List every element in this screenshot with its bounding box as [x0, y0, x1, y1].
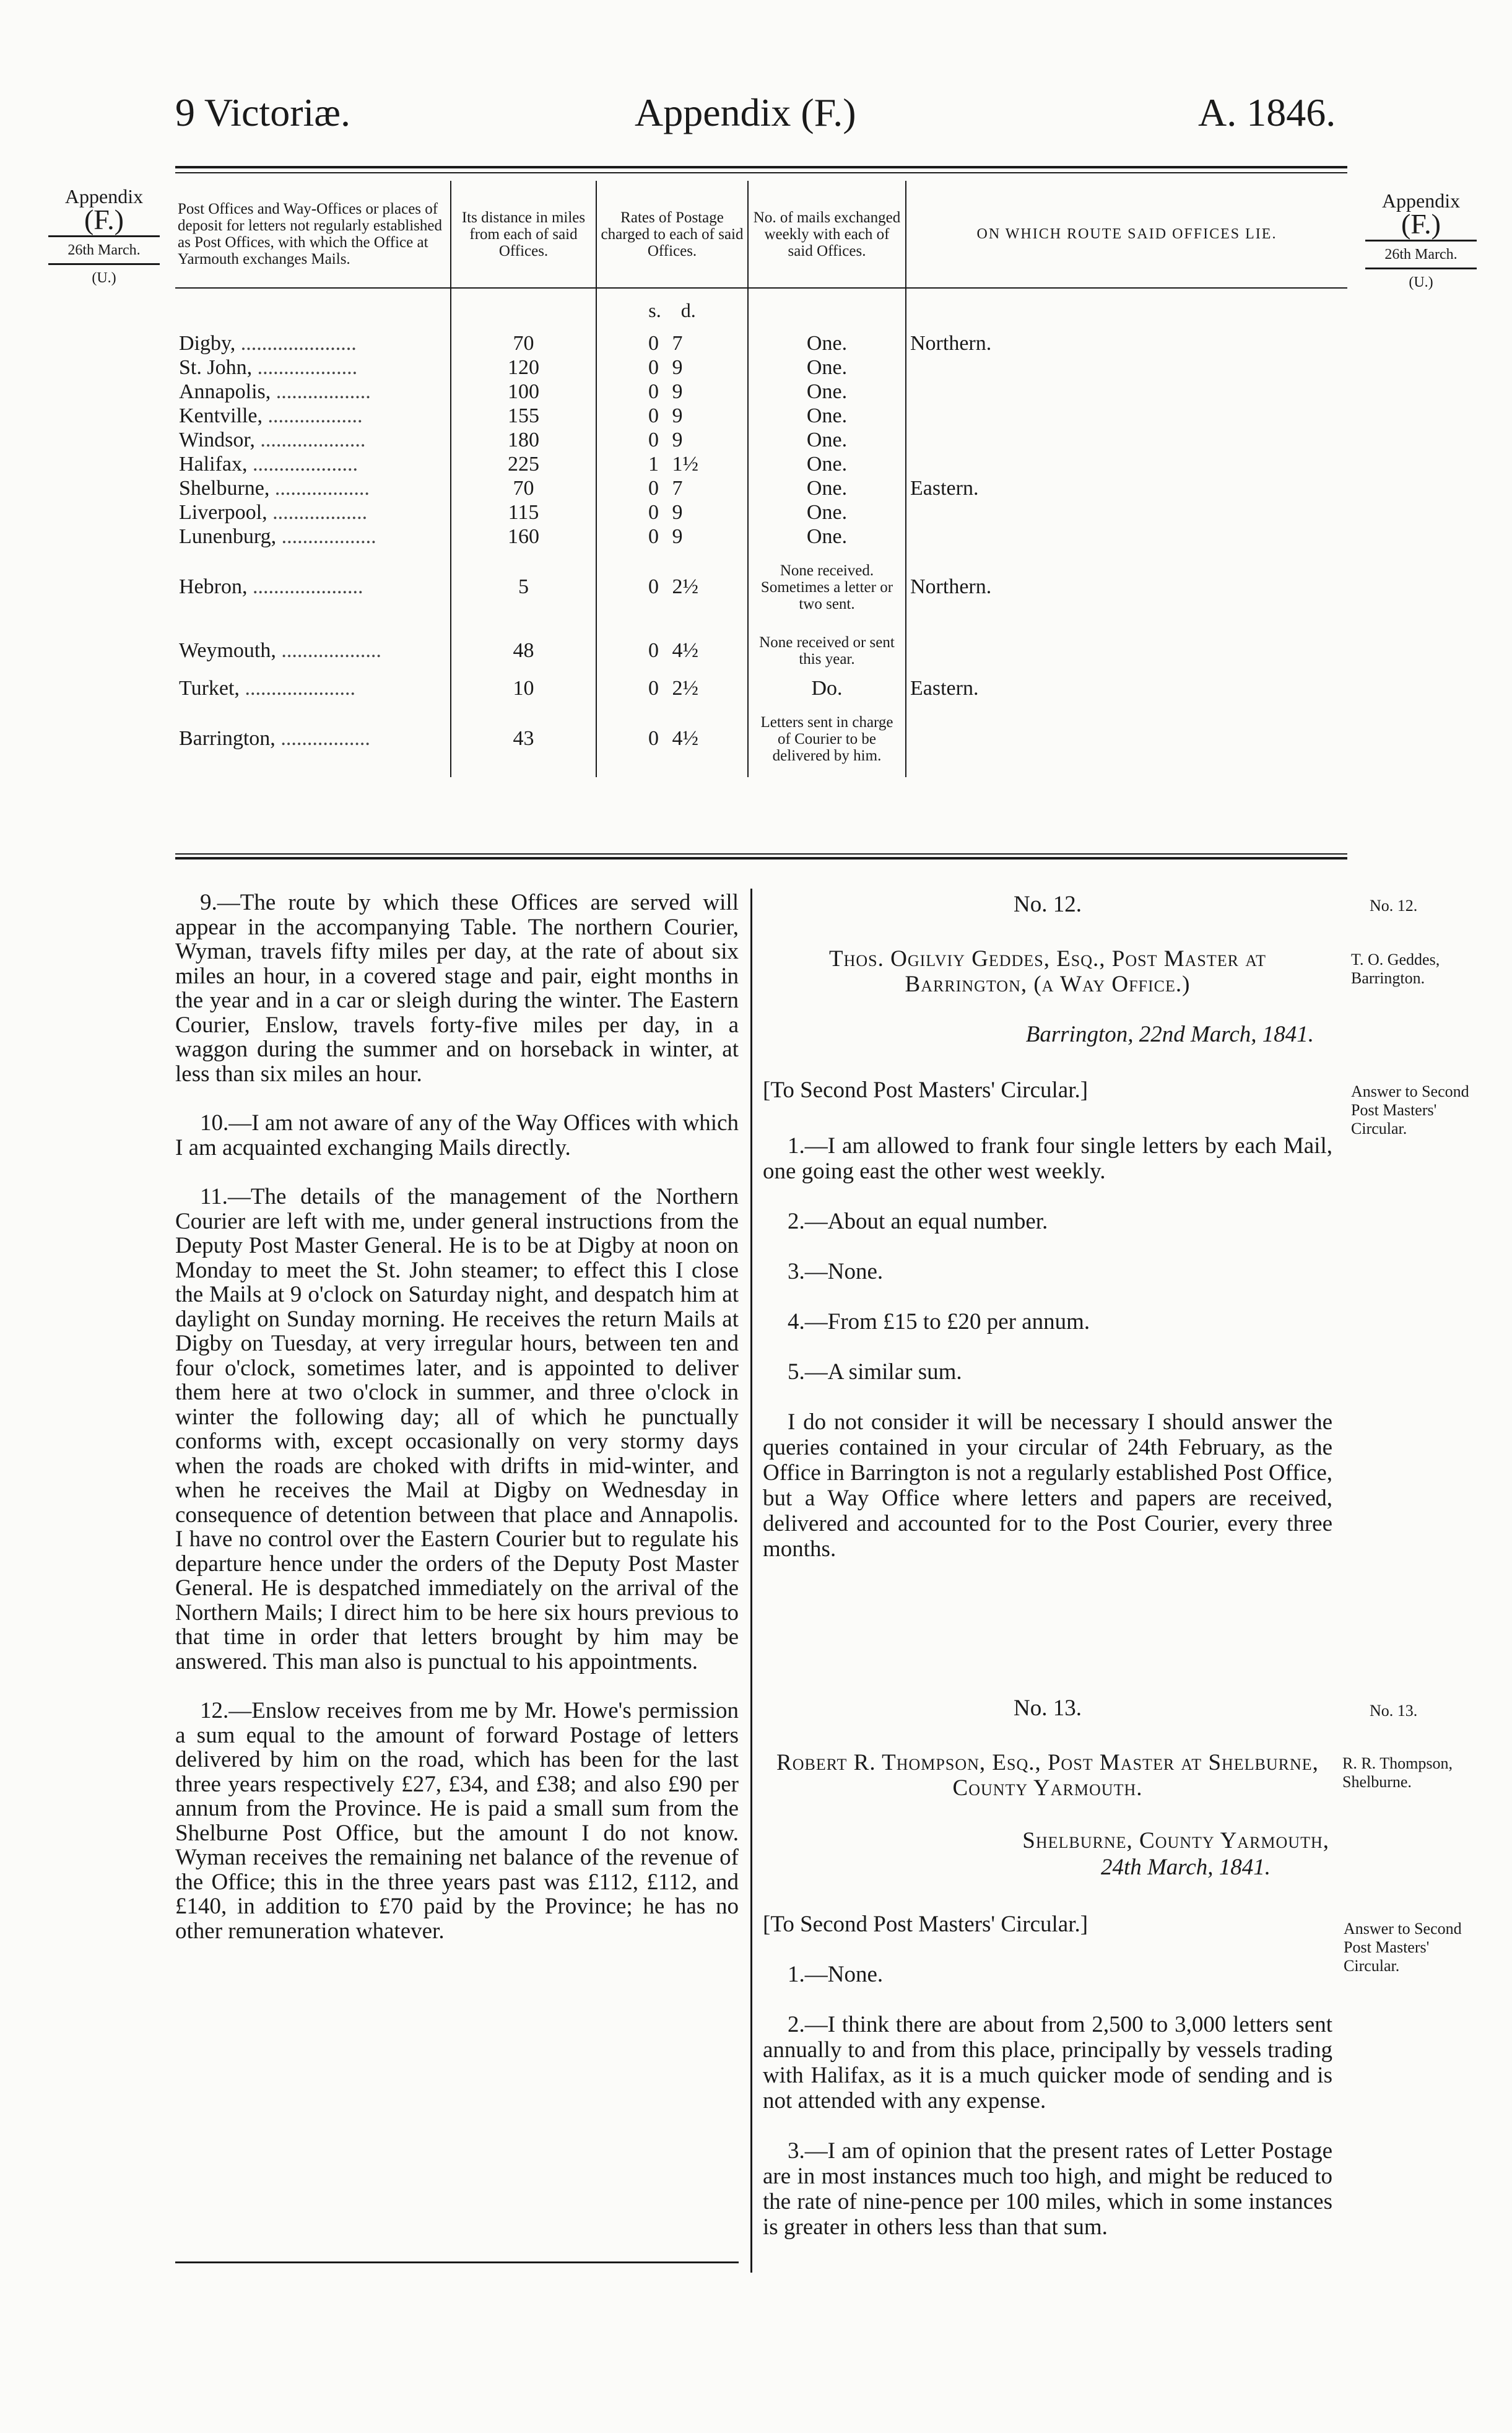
table-top-rule: [175, 166, 1347, 168]
route: [906, 355, 1347, 380]
mails-weekly: One.: [748, 355, 906, 380]
table-row: [175, 524, 1347, 549]
table-row: [175, 380, 1347, 404]
mails-weekly: None received. Sometimes a letter or two sent.: [748, 549, 906, 625]
currency-shillings: s.: [648, 298, 661, 321]
no12-closing: I do not consider it will be necessary I should answer the queries contained in your circular of 24th February, as the Office in Barrington is not a regularly established Post Office, but a Way Office where letters and papers are received, delivered and accounted for to the Post Courier, every three months.: [763, 1409, 1332, 1562]
distance-miles: 120: [451, 355, 596, 380]
no13-title: No. 13.: [1014, 1695, 1082, 1721]
paragraph-12: 12.—Enslow receives from me by Mr. Howe's permission a sum equal to the amount of forward Postage of letters delivered by him on the road, which has been for the last three years respectively £27, £34, and £38; and also £90 per annum from the Province. He is paid a small sum from the Shelburne Post Office, but the amount I do not know. Wyman receives the remaining net balance of the revenue of the Office; this in the three years past was £112, £112, and £140, in addition to £70 paid by the Province; he has no other remuneration whatever.: [175, 1698, 739, 1944]
column-divider: [750, 889, 752, 2273]
office-name: Barrington, .................: [175, 700, 451, 777]
distance-miles: 160: [451, 524, 596, 549]
office-name: Weymouth, ...................: [175, 625, 451, 676]
no12-margin-name: T. O. Geddes, Barrington.: [1351, 951, 1440, 987]
postage-rate: 0 9: [596, 404, 748, 428]
col-header-mails: No. of mails exchanged weekly with each of said Offices.: [748, 181, 906, 288]
table-bottom-rule-thin: [175, 853, 1347, 855]
office-name: Digby, ......................: [175, 331, 451, 355]
distance-miles: 115: [451, 500, 596, 524]
no13-answer-2: 2.—I think there are about from 2,500 to 3,000 letters sent annually to and from this place, principally by vessels trading with Halifax, as it is a much quicker mode of sending and is not attended with any expense.: [763, 2012, 1332, 2113]
no13-margin-name: R. R. Thompson, Shelburne.: [1342, 1754, 1453, 1791]
route: [906, 404, 1347, 428]
no12-circular: [To Second Post Masters' Circular.]: [763, 1077, 1088, 1103]
office-name: Lunenburg, ..................: [175, 524, 451, 549]
route: [906, 700, 1347, 777]
distance-miles: 100: [451, 380, 596, 404]
postage-rate: 0 9: [596, 524, 748, 549]
no12-answer-1: 1.—I am allowed to frank four single letters by each Mail, one going east the other west weekly.: [763, 1133, 1332, 1184]
office-name: Annapolis, ..................: [175, 380, 451, 404]
table-row: [175, 700, 1347, 777]
mails-weekly: One.: [748, 524, 906, 549]
route: Eastern.: [910, 476, 979, 500]
distance-miles: 70: [451, 476, 596, 500]
mails-weekly: None received or sent this year.: [748, 625, 906, 676]
table-row: [175, 476, 1347, 500]
distance-miles: 155: [451, 404, 596, 428]
route: [906, 500, 1347, 524]
table-row: [175, 452, 1347, 476]
route: [906, 524, 1347, 549]
left-column-end-rule: [175, 2261, 739, 2263]
no12-answer-5: 5.—A similar sum.: [788, 1359, 962, 1385]
distance-miles: 70: [451, 331, 596, 355]
col-header-route: ON WHICH ROUTE SAID OFFICES LIE.: [906, 181, 1347, 288]
mails-weekly: One.: [748, 331, 906, 355]
distance-miles: 180: [451, 428, 596, 452]
distance-miles: 225: [451, 452, 596, 476]
table-row: [175, 428, 1347, 452]
office-name: Hebron, .....................: [175, 549, 451, 625]
office-name: Halifax, ....................: [175, 452, 451, 476]
postage-rate: 0 4½: [596, 625, 748, 676]
no12-answer-3: 3.—None.: [788, 1259, 884, 1284]
table-row: [175, 355, 1347, 380]
no12-place-date: Barrington, 22nd March, 1841.: [1025, 1022, 1314, 1047]
currency-pence: d.: [680, 298, 696, 321]
mails-weekly: One.: [748, 404, 906, 428]
table-bottom-rule: [175, 857, 1347, 860]
paragraph-10: 10.—I am not aware of any of the Way Offices with which I am acquainted exchanging Mails directly.: [175, 1110, 739, 1160]
mails-weekly: Letters sent in charge of Courier to be delivered by him.: [748, 700, 906, 777]
table-row: [175, 500, 1347, 524]
office-name: Kentville, ..................: [175, 404, 451, 428]
paragraph-9: 9.—The route by which these Offices are served will appear in the accompanying Table. The northern Courier, Wyman, travels fifty miles per day, at the rate of about six miles an hour, in a covered stage and pair, eight months in the year and in a car or sleigh during the winter. The Eastern Courier, Enslow, travels forty-five miles per day, in a waggon during the summer and on horseback in winter, at less than six miles an hour.: [175, 890, 739, 1087]
no13-answer-3: 3.—I am of opinion that the present rates of Letter Postage are in most instances much too high, and might be reduced to the rate of nine-pence per 100 miles, which in some instances is greater in others less than that sum.: [763, 2138, 1332, 2240]
header-appendix: Appendix (F.): [635, 90, 856, 134]
col-header-office: Post Offices and Way-Offices or places of deposit for letters not regularly established as Post Offices, with which the Office at Yarmouth exchanges Mails.: [175, 181, 451, 288]
no12-margin-no: No. 12.: [1370, 897, 1418, 915]
mails-weekly: One.: [748, 380, 906, 404]
no13-date: 24th March, 1841.: [1100, 1855, 1271, 1880]
office-name: St. John, ...................: [175, 355, 451, 380]
postage-rate: 0 9: [596, 380, 748, 404]
postage-rate: 0 7: [596, 331, 748, 355]
right-margin-heading: Appendix (F.) 26th March. (U.): [1359, 189, 1483, 292]
route: [906, 452, 1347, 476]
postage-rate: 0 2½: [596, 676, 748, 700]
no12-answers: [763, 1133, 1332, 1586]
table-top-rule-thin: [175, 172, 1347, 173]
route: [906, 380, 1347, 404]
postage-rate: 0 2½: [596, 549, 748, 625]
table-row: [175, 549, 1347, 625]
no13-margin-answer: Answer to Second Post Masters' Circular.: [1344, 1920, 1462, 1975]
postage-rate: 0 9: [596, 428, 748, 452]
no13-margin-no: No. 13.: [1370, 1702, 1418, 1720]
paragraph-11: 11.—The details of the management of the Northern Courier are left with me, under general instructions from the Deputy Post Master General. He is to be at Digby at noon on Monday to meet the St. John steamer; to effect this I close the Mails at 9 o'clock on Saturday night, and despatch him at daylight on Sunday morning. He receives the return Mails at Digby on Tuesday, at very irregular hours, between ten and four o'clock, sometimes later, and is appointed to deliver them here at two o'clock in summer, and three o'clock in winter the following day; all of which he punctually conforms with, except occasionally on very stormy days when the roads are choked with drifts in mid-winter, and when he receives the Mail at Digby on Wednesday in consequence of detention between that place and Annapolis. I have no control over the Eastern Courier but to regulate his departure hence under the orders of the Deputy Post Master General. He is despatched immediately on the arrival of the Northern Mails; I direct him to be here six hours previous to that time in order that letters brought by him may be answered. This man also is punctual to his appointments.: [175, 1184, 739, 1674]
office-name: Liverpool, ..................: [175, 500, 451, 524]
header-session: 9 Victoriæ.: [175, 90, 350, 134]
left-column: [175, 890, 739, 1968]
office-name: Shelburne, ..................: [175, 476, 451, 500]
postage-rate: 0 9: [596, 355, 748, 380]
no12-title: No. 12.: [1014, 892, 1082, 917]
col-header-rate: Rates of Postage charged to each of said Offices.: [596, 181, 748, 288]
mails-weekly: One.: [748, 476, 906, 500]
distance-miles: 43: [451, 700, 596, 777]
mails-weekly: One.: [748, 500, 906, 524]
no13-answers: [763, 1962, 1332, 2265]
office-name: Windsor, ....................: [175, 428, 451, 452]
table-row: [175, 625, 1347, 676]
route: Eastern.: [910, 676, 979, 700]
table-row: [175, 331, 1347, 355]
route: [906, 428, 1347, 452]
route: [906, 625, 1347, 676]
post-offices-table: [175, 181, 1347, 777]
no12-answer-4: 4.—From £15 to £20 per annum.: [788, 1309, 1090, 1334]
no13-place: Shelburne, County Yarmouth,: [1022, 1828, 1329, 1853]
mails-weekly: One.: [748, 452, 906, 476]
table-row: [175, 404, 1347, 428]
route: Northern.: [910, 575, 992, 598]
distance-miles: 48: [451, 625, 596, 676]
postage-rate: 0 7: [596, 476, 748, 500]
left-margin-heading: Appendix (F.) 26th March. (U.): [42, 185, 166, 287]
distance-miles: 10: [451, 676, 596, 700]
no13-circular: [To Second Post Masters' Circular.]: [763, 1912, 1088, 1937]
mails-weekly: Do.: [748, 676, 906, 700]
no13-addressee: Robert R. Thompson, Esq., Post Master at Shelburne, County Yarmouth.: [776, 1750, 1319, 1801]
col-header-distance: Its distance in miles from each of said Offices.: [451, 181, 596, 288]
table-row: [175, 676, 1347, 700]
no12-answer-2: 2.—About an equal number.: [788, 1209, 1048, 1234]
office-name: Turket, .....................: [175, 676, 451, 700]
no13-answer-1: 1.—None.: [788, 1962, 884, 1987]
no12-margin-answer: Answer to Second Post Masters' Circular.: [1351, 1082, 1469, 1138]
distance-miles: 5: [451, 549, 596, 625]
postage-rate: 0 4½: [596, 700, 748, 777]
postage-rate: 0 9: [596, 500, 748, 524]
route: Northern.: [910, 331, 992, 355]
header-year: A. 1846.: [1198, 90, 1336, 134]
mails-weekly: One.: [748, 428, 906, 452]
no12-addressee: Thos. Ogilviy Geddes, Esq., Post Master at Barrington, (a Way Office.): [828, 946, 1267, 997]
postage-rate: 1 1½: [596, 452, 748, 476]
